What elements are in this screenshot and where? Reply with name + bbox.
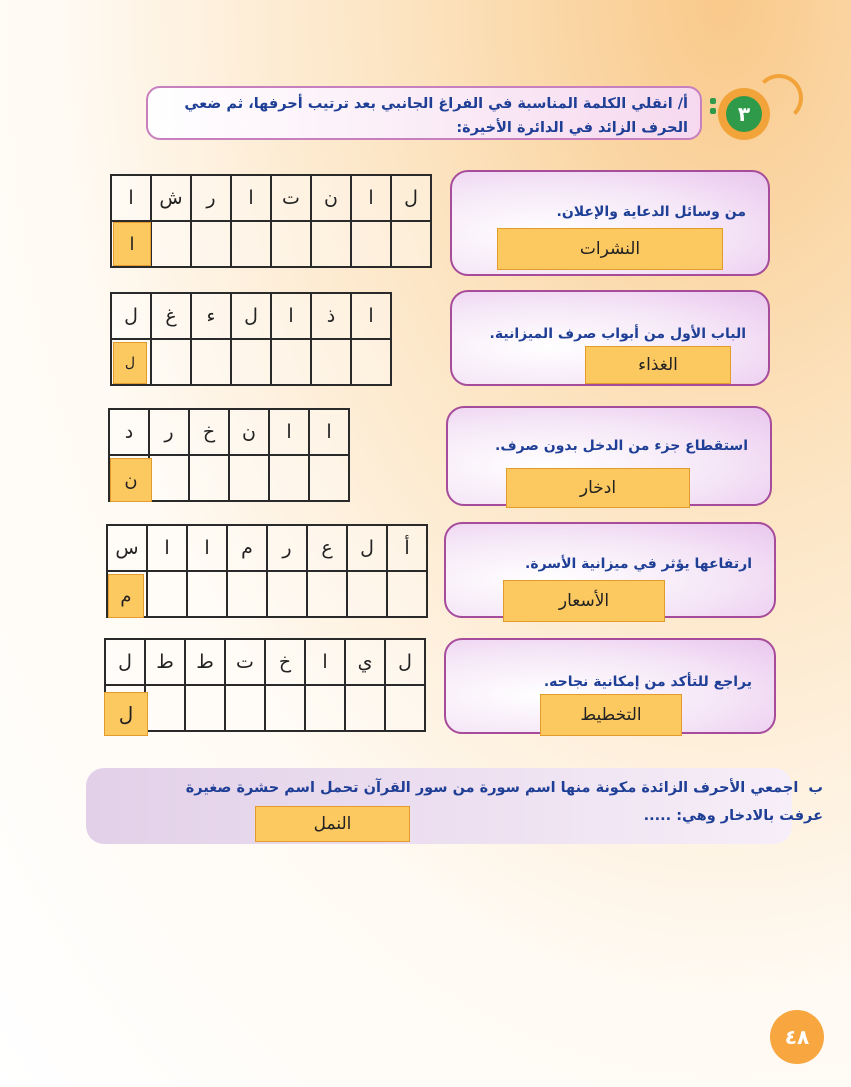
letter-cell: أ [387,525,427,571]
scrambled-letters-row [111,293,391,339]
empty-cell[interactable] [191,339,231,385]
empty-cell[interactable] [351,339,391,385]
empty-cell[interactable] [271,221,311,267]
letter-cell: غ [151,293,191,339]
instruction-line-1: أ/ انقلي الكلمة المناسبة في الفراغ الجانبي بعد ترتيب أحرفها، ثم ضعي [184,96,688,112]
scrambled-letters-row [109,409,349,455]
part-b-line-1 [133,774,823,802]
part-b-question: اجمعي الأحرف الزائدة مكونة منها اسم سورة من سور القرآن تحمل اسم حشرة صغيرة [185,780,799,796]
clue-text-5: يراجع للتأكد من إمكانية نجاحه. [543,674,752,690]
page-number: ٤٨ [770,1010,824,1064]
letter-grid-4 [106,524,428,618]
decorative-dots [710,98,716,118]
answer-field-2[interactable]: الغذاء [585,346,731,384]
letter-cell: ا [269,409,309,455]
answer-field-5[interactable]: التخطيط [540,694,682,736]
empty-cell[interactable] [345,685,385,731]
letter-cell: د [109,409,149,455]
empty-cell[interactable] [391,221,431,267]
scrambled-letters-row [111,175,431,221]
empty-cell[interactable] [229,455,269,501]
letter-cell: ن [311,175,351,221]
empty-cell[interactable] [231,221,271,267]
letter-cell: ء [191,293,231,339]
letter-cell: ر [191,175,231,221]
part-b-text [133,774,823,830]
empty-cell[interactable] [267,571,307,617]
letter-cell: ا [309,409,349,455]
letter-cell: ا [351,293,391,339]
letter-cell: ل [385,639,425,685]
empty-cell[interactable] [227,571,267,617]
empty-cell[interactable] [351,221,391,267]
letter-grid-1 [110,174,432,268]
question-number: ٣ [726,96,762,132]
letter-cell: م [227,525,267,571]
letter-cell: ل [231,293,271,339]
empty-cell[interactable] [311,221,351,267]
letter-cell: ر [267,525,307,571]
letter-cell: ذ [311,293,351,339]
answer-cells-row [105,685,425,731]
clue-text-3: استقطاع جزء من الدخل بدون صرف. [495,438,748,454]
letter-cell: ا [351,175,391,221]
answer-field-3[interactable]: ادخار [506,468,690,508]
empty-cell[interactable] [387,571,427,617]
answer-field-4[interactable]: الأسعار [503,580,665,622]
letter-grid-5 [104,638,426,732]
clue-text-4: ارتفاعها يؤثر في ميزانية الأسرة. [525,556,752,572]
letter-cell: ا [231,175,271,221]
empty-cell[interactable] [309,455,349,501]
empty-cell[interactable] [151,221,191,267]
empty-cell[interactable] [305,685,345,731]
empty-cell[interactable] [225,685,265,731]
empty-cell[interactable] [145,685,185,731]
empty-cell[interactable] [271,339,311,385]
letter-grid-2 [110,292,392,386]
part-b-answer-field[interactable]: النمل [255,806,410,842]
letter-cell: ل [105,639,145,685]
instruction-line-2: الحرف الزائد في الدائرة الأخيرة: [456,120,688,136]
answer-cells-row [111,221,431,267]
scrambled-letters-row [107,525,427,571]
instruction-box [146,86,702,140]
empty-cell[interactable] [189,455,229,501]
letter-cell: ت [271,175,311,221]
extra-letter-1[interactable]: ا [113,222,151,266]
letter-cell: خ [189,409,229,455]
letter-cell: ا [305,639,345,685]
extra-letter-5[interactable]: ل [104,692,148,736]
empty-cell[interactable] [191,221,231,267]
letter-cell: ط [185,639,225,685]
question-number-badge [718,88,770,140]
extra-letter-2[interactable]: ل [113,342,147,384]
letter-cell: س [107,525,147,571]
letter-cell: خ [265,639,305,685]
part-b-line-2: عرفت بالادخار وهي: ..... [643,808,823,824]
empty-cell[interactable] [347,571,387,617]
letter-cell: ت [225,639,265,685]
empty-cell[interactable] [385,685,425,731]
letter-cell: ا [147,525,187,571]
letter-cell: ا [187,525,227,571]
letter-cell: ن [229,409,269,455]
empty-cell[interactable] [151,339,191,385]
empty-cell[interactable] [307,571,347,617]
empty-cell[interactable] [187,571,227,617]
empty-cell[interactable] [231,339,271,385]
letter-cell: ا [111,175,151,221]
empty-cell[interactable] [269,455,309,501]
empty-cell[interactable] [149,455,189,501]
letter-cell: ل [111,293,151,339]
scrambled-letters-row [105,639,425,685]
letter-cell: ع [307,525,347,571]
letter-cell: ا [271,293,311,339]
letter-cell: ي [345,639,385,685]
clue-text-1: من وسائل الدعاية والإعلان. [556,204,746,220]
answer-cells-row [111,339,391,385]
empty-cell[interactable] [311,339,351,385]
answer-cells-row [107,571,427,617]
letter-cell: ش [151,175,191,221]
empty-cell[interactable] [265,685,305,731]
clue-text-2: الباب الأول من أبواب صرف الميزانية. [489,326,746,342]
letter-cell: ل [347,525,387,571]
answer-field-1[interactable]: النشرات [497,228,723,270]
letter-cell: ط [145,639,185,685]
letter-cell: ل [391,175,431,221]
part-b-label: ب [808,780,823,796]
letter-cell: ر [149,409,189,455]
empty-cell[interactable] [147,571,187,617]
extra-letter-4[interactable]: م [108,574,144,618]
empty-cell[interactable] [185,685,225,731]
extra-letter-3[interactable]: ن [110,458,152,502]
